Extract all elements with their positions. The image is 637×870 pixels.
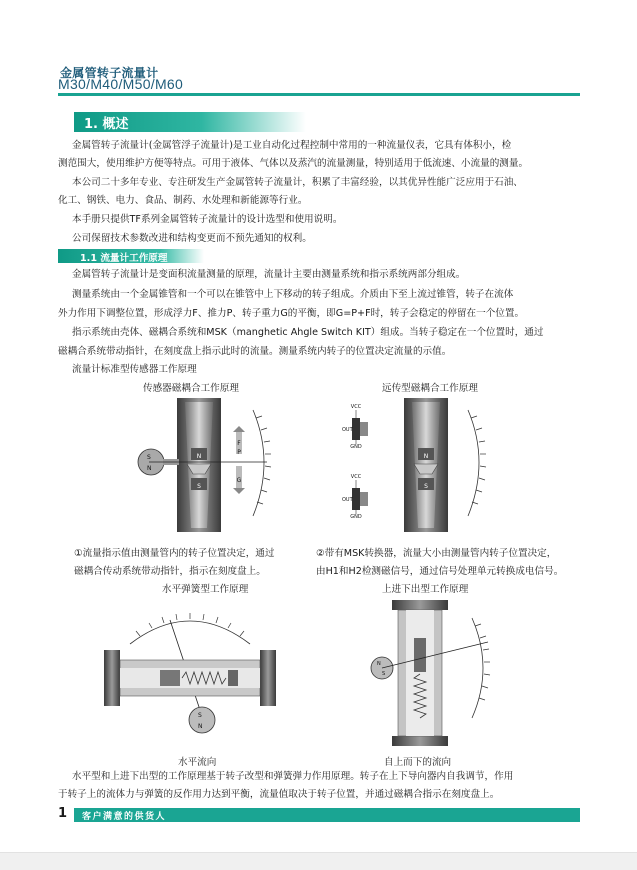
paragraph-line: 公司保留技术参数改进和结构变更而不预先通知的权利。: [72, 233, 312, 244]
arrow-up-icon: [233, 426, 245, 432]
pole-label: S: [147, 454, 151, 461]
flange-left: [104, 650, 120, 706]
scale-ticks: [256, 416, 271, 504]
figure-caption: ①流量指示值由测量管内的转子位置决定，通过: [74, 548, 275, 559]
paragraph-line: 本公司二十多年专业、专注研发生产金属管转子流量计，积累了丰富经验，以其优异性能广泛应用于石油、: [72, 177, 523, 188]
spring-stop: [228, 670, 238, 686]
paragraph-line: 磁耦合系统带动指针，在刻度盘上指示此时的流量。测量系统内转子的位置决定流量的示值。: [58, 346, 452, 357]
page-bottom-band: [0, 852, 637, 870]
pole-label: S: [382, 671, 386, 677]
figure-sensor-coupling: [125, 396, 285, 536]
pole-label: N: [377, 661, 381, 667]
figure-caption: ②带有MSK转换器，流量大小由测量管内转子位置决定，: [316, 548, 557, 559]
hall-sensor-h1: [352, 418, 360, 440]
pin-label: OUT: [342, 427, 353, 433]
section-heading-text: 1.1 流量计工作原理: [80, 253, 168, 264]
paragraph-line: 化工、钢铁、电力、食品、制药、水处理和新能源等行业。: [58, 195, 308, 206]
section-heading-text: 1. 概述: [84, 117, 129, 132]
figure-top-in-bottom-out: [362, 598, 512, 748]
page-number: 1: [58, 806, 68, 821]
hall-sensor-h2: [352, 488, 360, 510]
pin-label: VCC: [350, 404, 362, 410]
float: [160, 670, 180, 686]
figure-caption: 自上而下的流向: [384, 757, 452, 768]
scale-arc: [468, 410, 479, 516]
arrow-down-icon: [233, 488, 245, 494]
scale-ticks: [136, 613, 244, 636]
figure-title: 水平弹簧型工作原理: [162, 584, 249, 595]
figure-title: 上进下出型工作原理: [382, 584, 469, 595]
model-list: M30/M40/M50/M60: [58, 76, 184, 92]
pin-label: OUT: [342, 497, 353, 503]
header-rule: [58, 93, 580, 96]
paragraph-line: 金属管转子流量计是变面积流量测量的原理，流量计主要由测量系统和指示系统两部分组成。: [72, 269, 466, 280]
scale-arc: [130, 621, 250, 644]
footer-slogan: 客户满意的供货人: [82, 812, 167, 822]
float: [414, 638, 426, 672]
scale-ticks: [471, 416, 486, 504]
paragraph-line: 水平型和上进下出型的工作原理基于转子改型和弹簧弹力作用原理。转子在上下导向器内自我调节，作用: [72, 771, 514, 782]
figure-caption: 由H1和H2检测磁信号，通过信号处理单元转换成电信号。: [316, 566, 564, 577]
figure-title: 远传型磁耦合工作原理: [382, 383, 478, 394]
section-heading-principle: [58, 249, 204, 263]
paragraph-line: 本手册只提供TF系列金属管转子流量计的设计选型和使用说明。: [72, 214, 343, 225]
flange-right: [260, 650, 276, 706]
paragraph-line: 指示系统由壳体、磁耦合系统和MSK（manghetic Ahgle Switch KIT）组成。当转子稳定在一个位置时，通过: [72, 327, 544, 338]
force-label: G: [236, 477, 242, 484]
figure-caption: 磁耦合传动系统带动指针，指示在刻度盘上。: [74, 566, 266, 577]
pin-label: VCC: [350, 474, 362, 480]
pin-label: GND: [350, 444, 362, 450]
figure-caption: 水平流向: [178, 757, 217, 768]
flange-bottom: [392, 736, 448, 746]
pin-label: GND: [350, 514, 362, 520]
product-title: 金属管转子流量计: [60, 66, 159, 80]
pole-label: N: [423, 453, 429, 460]
pole-label: S: [198, 712, 202, 719]
pole-label: N: [147, 465, 152, 472]
pipe-bore: [406, 610, 434, 736]
paragraph-line: 测量系统由一个金属锥管和一个可以在锥管中上下移动的转子组成。介质由下至上流过锥管，转子在流体: [72, 289, 514, 300]
paragraph-line: 外力作用下调整位置，形成浮力F、推力P、转子重力G的平衡，即G=P+F时，转子会稳定的停留在一个位置。: [58, 308, 525, 319]
sensor-body: [360, 422, 368, 436]
paragraph-line: 测范围大，使用维护方便等特点。可用于液体、气体以及蒸汽的流量测量，特别适用于低流速、小流量的测量。: [58, 158, 529, 169]
scale-arc: [253, 410, 264, 516]
footer-bar: [74, 808, 580, 822]
figure-remote-coupling: [340, 396, 510, 536]
sensor-body: [360, 492, 368, 506]
pole-label: S: [424, 483, 428, 490]
pole-label: N: [196, 453, 202, 460]
force-label: F: [237, 440, 241, 447]
force-label: P: [237, 449, 241, 456]
figure-horizontal-spring: [100, 598, 280, 748]
pole-label: N: [198, 723, 203, 730]
pole-label: S: [197, 483, 201, 490]
paragraph-line: 金属管转子流量计(金属管浮子流量计)是工业自动化过程控制中常用的一种流量仪表，它具有体积小，检: [72, 140, 512, 151]
section-heading-overview: [74, 112, 306, 132]
paragraph-line: 于转子上的流体力与弹簧的反作用力达到平衡，流量值取决于转子位置，并通过磁耦合指示在刻度盘上。: [58, 789, 500, 800]
paragraph-line: 流量计标准型传感器工作原理: [72, 364, 197, 375]
scale-arc: [472, 618, 483, 718]
figure-title: 传感器磁耦合工作原理: [143, 383, 239, 394]
flange-top: [392, 600, 448, 610]
